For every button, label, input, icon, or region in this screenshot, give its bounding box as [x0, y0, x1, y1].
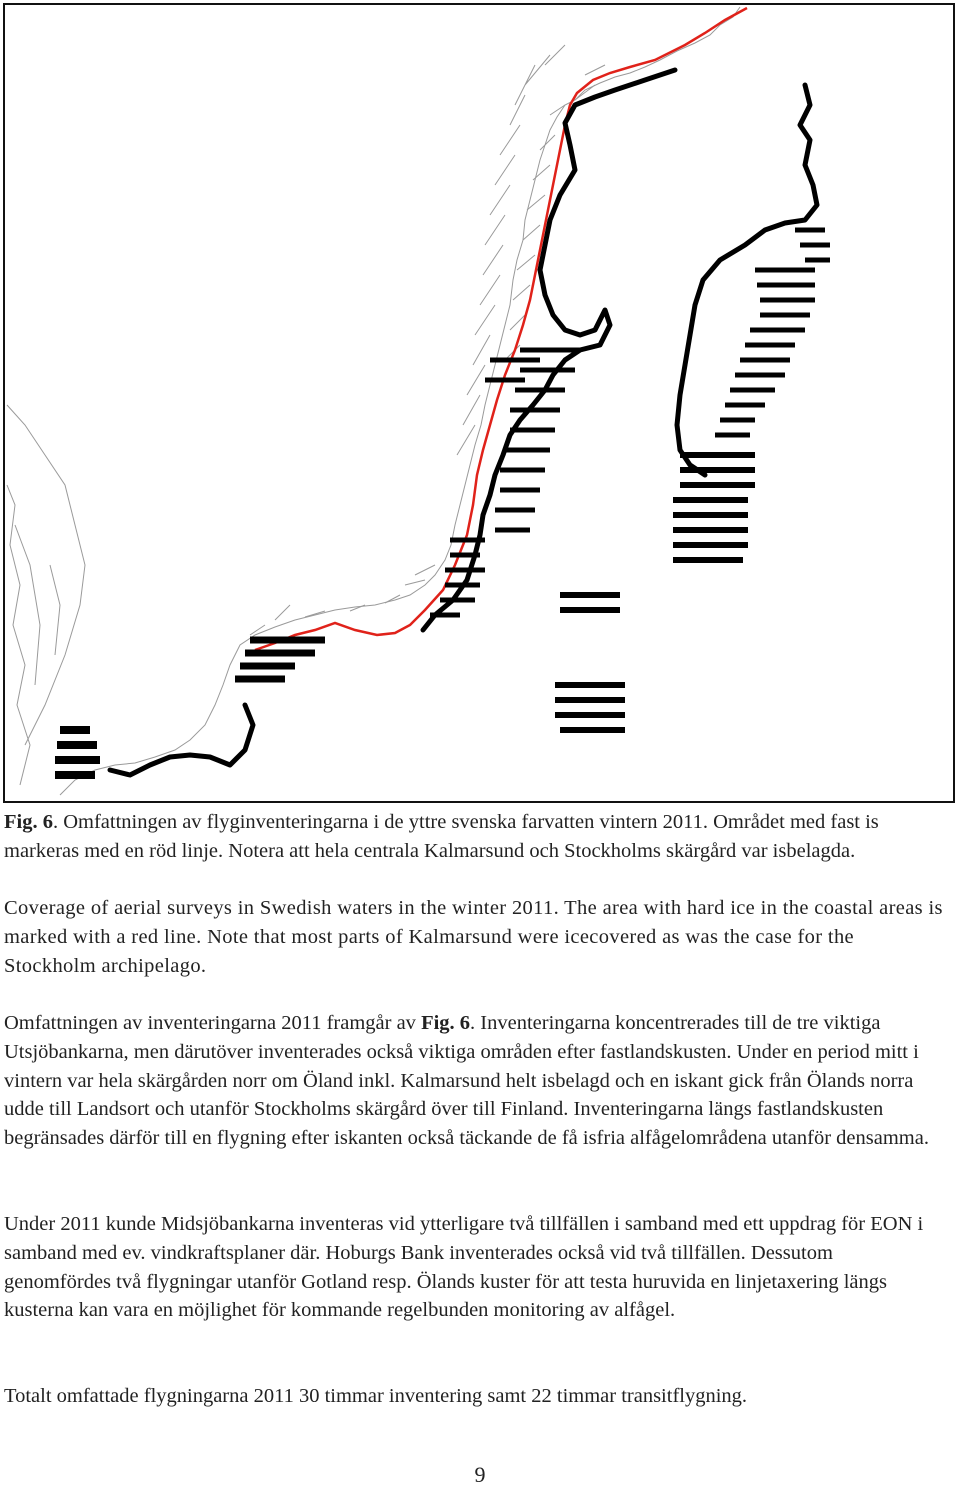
body-paragraph-1 [4, 1009, 944, 1153]
mainland-coastline [60, 7, 740, 795]
figure-caption-english: Coverage of aerial surveys in Swedish waters in the winter 2011. The area with hard ice in the coastal areas is marked with a red line. Note that most parts of Kalmarsund were icecovered as was the case for the Stockholm archipelago. [4, 897, 943, 977]
west-coast-detail [7, 485, 30, 785]
landsort-track [110, 705, 253, 775]
block-landsort [235, 640, 325, 679]
block-east-north [715, 230, 830, 435]
archipelago-lines-1 [457, 45, 565, 455]
block-sw-corner [55, 730, 100, 775]
body-paragraph-3: Totalt omfattade flygningarna 2011 30 timmar inventering samt 22 timmar transitflygning. [4, 1385, 748, 1407]
block-coast-south [430, 350, 580, 615]
survey-tracks [110, 70, 817, 775]
figure-caption-swedish [4, 808, 944, 866]
survey-map-svg [5, 5, 953, 801]
block-midsjo [555, 595, 625, 730]
figure-label: Fig. 6 [4, 811, 53, 833]
body-paragraph-2: Under 2011 kunde Midsjöbankarna inventeras vid ytterligare två tillfällen i samband med ett uppdrag för EON i samband med ev. vindkraftsplaner där. Hoburgs Bank inventerades också vid två tillfällen. Dessutom genomfördes två flygningar utanför Gotland resp. Ölands kuster för att testa huruvida en linjetaxering längs kusterna kan vara en möjlighet för kommande regelbunden monitoring av alfågel. [4, 1213, 924, 1322]
survey-transect-blocks [55, 230, 830, 775]
figure-map [3, 3, 955, 803]
page-number: 9 [474, 1462, 486, 1487]
block-east-south [673, 455, 755, 560]
para1-before: Omfattningen av inventeringarna 2011 framgår av [4, 1012, 422, 1034]
figure-caption-swedish-text: . Omfattningen av flyginventeringarna i de yttre svenska farvatten vintern 2011. Området med fast is markeras med en röd linje. Notera att hela centrala Kalmarsund och Stockholms skärgård var isbelagda. [4, 811, 879, 862]
north-loop-track [677, 85, 817, 475]
para1-after: . Inventeringarna koncentrerades till de tre viktiga Utsjöbankarna, men därutöver inventerades också viktiga områden efter fastlandskusten. Under en period mitt i vintern var hela skärgården norr om Öland inkl. Kalmarsund helt isbelagd och en iskant gick från Ölands norra udde till Landsort och utanför Stockholms skärgård över till Finland. Inventeringarna längs fastlandskusten begränsades därför till en flygning efter iskanten också täckande de få isfria alfågelområdena utanför densamma. [4, 1012, 929, 1150]
ice-edge-red-line [255, 8, 747, 650]
coastline-group [7, 7, 740, 795]
figure-reference: Fig. 6 [421, 1012, 471, 1034]
